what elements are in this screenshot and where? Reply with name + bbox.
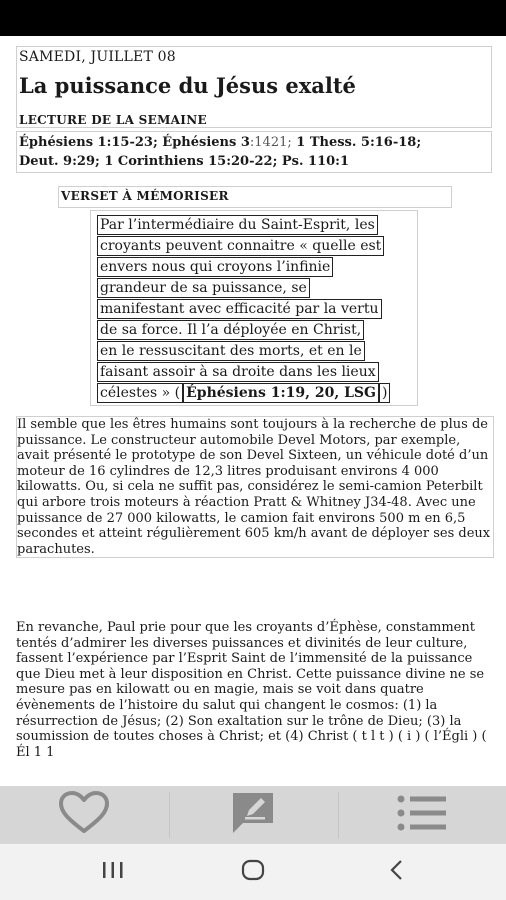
memory-verse-close: ) [379,383,390,403]
memory-verse-line: Par l’intermédiaire du Saint-Esprit, les [97,215,378,235]
lesson-content[interactable] [0,36,506,786]
notes-button[interactable] [169,786,337,844]
home-icon [240,858,266,886]
reference-fragment: :1421; [249,135,292,150]
home-button[interactable] [233,858,273,886]
lesson-title: La puissance du Jésus exalté [19,73,356,98]
memory-verse-line: grandeur de sa puissance, se [97,278,310,298]
memory-verse-line: manifestant avec efficacité par la vertu [97,299,382,319]
back-icon [387,858,407,886]
memory-verse-line: en le ressuscitant des morts, et en le [97,341,365,361]
memory-verse-line: croyants peuvent connaitre « quelle est [97,236,384,256]
reference-link-ephesians[interactable]: Éphésiens 1:15-23; Éphésiens 3 [19,135,250,150]
weekly-reading-references [16,131,492,173]
favorite-button[interactable] [0,786,168,844]
note-edit-icon [229,791,277,839]
memory-verse [90,210,418,406]
paragraph-2: En revanche, Paul prie pour que les croyants d’Éphèse, constamment tentés d’admirer les diverses puissances et divinités de leur culture, fassent l’expérience par l’Esprit Saint de l’immensité de la puissance que Dieu met à leur disposition en Christ. Cette puissance divine ne se mesure pas en kilowatt ou en magie, mais se voit dans quatre évènements de l’histoire du salut qui changent le cosmos: (1) la résurrection de Jésus; (2) Son exaltation sur le trône de Dieu; (3) la soumission de toutes choses à Christ; et (4) Christ ( t l t ) ( i ) ( l’Égli ) ( Él 1 1 [16,620,487,760]
list-icon [396,793,448,837]
reading-heading: LECTURE DE LA SEMAINE [19,113,207,127]
memory-verse-reference[interactable]: Éphésiens 1:19, 20, LSG [183,383,379,403]
memory-verse-last-line [97,383,390,403]
system-navigation-bar [0,844,506,900]
status-bar [0,0,506,36]
lesson-date: SAMEDI, JUILLET 08 [19,49,176,65]
lesson-header [16,46,492,128]
paragraph-1: Il semble que les êtres humains sont toujours à la recherche de plus de puissance. Le constructeur automobile Devel Motors, par exemple, avait présenté le prototype de son Devel Sixteen, un véhicule doté d’un moteur de 16 cylindres de 12,3 litres produisant environs 4 000 kilowatts. Ou, si cela ne suffit pas, considérez le semi-camion Peterbilt qui arbore trois moteurs à réaction Pratt & Whitney J34-48. Avec une puissance de 27 000 kilowatts, le camion fait environs 500 m en 6,5 secondes et atteint régulièrement 605 km/h avant de déployer ses deux parachutes. [16,416,494,558]
recent-apps-button[interactable] [93,858,133,886]
recent-apps-icon [101,860,125,884]
back-button[interactable] [377,858,417,886]
reference-link-thessalonians[interactable]: 1 Thess. 5:16-18; [291,135,422,150]
memory-verse-line: envers nous qui croyons l’infinie [97,257,333,277]
memory-verse-heading-box [58,186,452,208]
memory-verse-heading: VERSET À MÉMORISER [61,189,229,203]
heart-icon [58,791,110,839]
memory-verse-line: célestes » ( [97,383,183,403]
memory-verse-line: faisant assoir à sa droite dans les lieux [97,362,379,382]
bottom-navigation [0,786,506,844]
memory-verse-line: de sa force. Il l’a déployée en Christ, [97,320,364,340]
menu-list-button[interactable] [338,786,506,844]
reference-line-2[interactable]: Deut. 9:29; 1 Corinthiens 15:20-22; Ps. 110:1 [19,154,350,169]
